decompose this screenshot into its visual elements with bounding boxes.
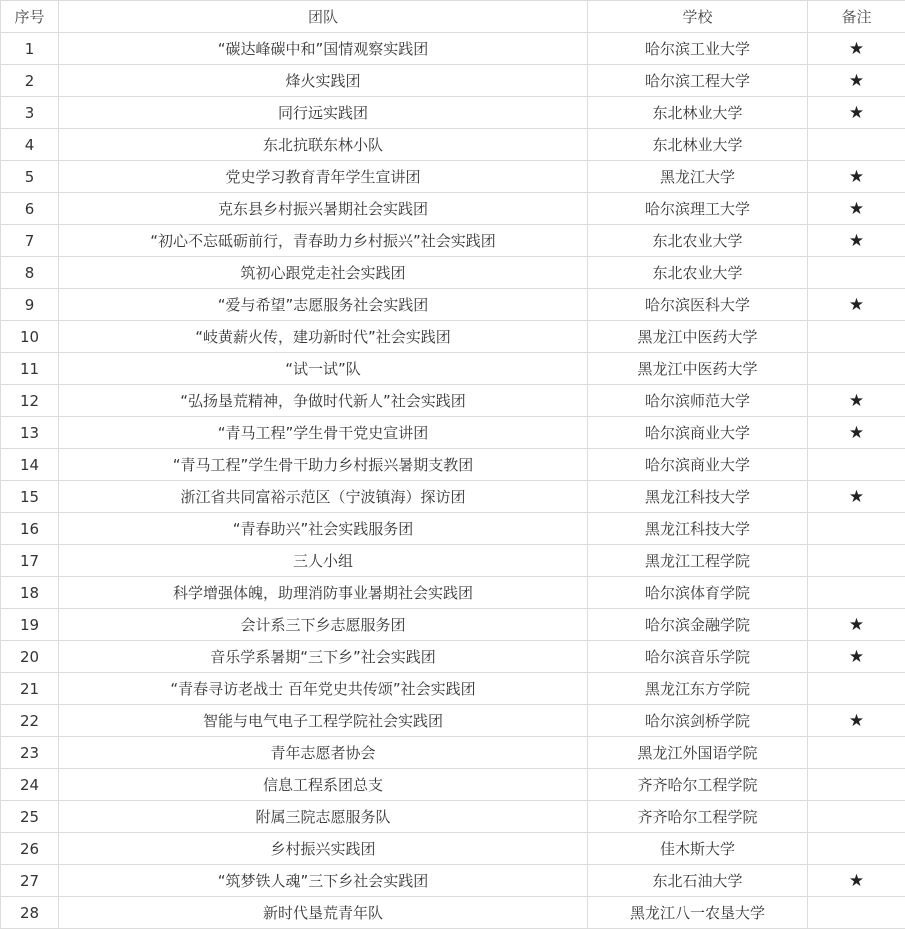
- cell-school: 东北林业大学: [588, 129, 808, 161]
- cell-note: ★: [808, 417, 905, 449]
- cell-index: 6: [1, 193, 59, 225]
- cell-note: ★: [808, 705, 905, 737]
- cell-note: [808, 769, 905, 801]
- table-row: [1, 97, 905, 129]
- cell-note: ★: [808, 609, 905, 641]
- cell-school: 齐齐哈尔工程学院: [588, 801, 808, 833]
- cell-team: 同行远实践团: [59, 97, 588, 129]
- cell-team: 乡村振兴实践团: [59, 833, 588, 865]
- cell-index: 28: [1, 897, 59, 929]
- cell-note: [808, 833, 905, 865]
- cell-school: 黑龙江大学: [588, 161, 808, 193]
- cell-note: ★: [808, 865, 905, 897]
- table-body: [1, 33, 905, 929]
- cell-school: 哈尔滨体育学院: [588, 577, 808, 609]
- table-row: [1, 481, 905, 513]
- header-row: [1, 1, 905, 33]
- cell-note: [808, 513, 905, 545]
- cell-note: ★: [808, 385, 905, 417]
- cell-index: 1: [1, 33, 59, 65]
- cell-school: 哈尔滨工程大学: [588, 65, 808, 97]
- cell-school: 黑龙江科技大学: [588, 481, 808, 513]
- cell-index: 26: [1, 833, 59, 865]
- cell-index: 13: [1, 417, 59, 449]
- cell-team: 筑初心跟党走社会实践团: [59, 257, 588, 289]
- cell-index: 5: [1, 161, 59, 193]
- cell-index: 24: [1, 769, 59, 801]
- cell-school: 哈尔滨商业大学: [588, 417, 808, 449]
- cell-team: “青春寻访老战士 百年党史共传颂”社会实践团: [59, 673, 588, 705]
- cell-team: 浙江省共同富裕示范区（宁波镇海）探访团: [59, 481, 588, 513]
- table-row: [1, 897, 905, 929]
- cell-school: 东北林业大学: [588, 97, 808, 129]
- cell-team: “岐黄薪火传，建功新时代”社会实践团: [59, 321, 588, 353]
- table-row: [1, 545, 905, 577]
- cell-note: [808, 577, 905, 609]
- table-row: [1, 641, 905, 673]
- cell-note: ★: [808, 193, 905, 225]
- cell-team: 东北抗联东林小队: [59, 129, 588, 161]
- table-row: [1, 385, 905, 417]
- table-row: [1, 449, 905, 481]
- cell-team: 克东县乡村振兴暑期社会实践团: [59, 193, 588, 225]
- cell-school: 黑龙江中医药大学: [588, 353, 808, 385]
- cell-team: “青马工程”学生骨干助力乡村振兴暑期支教团: [59, 449, 588, 481]
- cell-index: 19: [1, 609, 59, 641]
- cell-team: 烽火实践团: [59, 65, 588, 97]
- cell-index: 27: [1, 865, 59, 897]
- table-row: [1, 513, 905, 545]
- cell-index: 21: [1, 673, 59, 705]
- table-header: [1, 1, 905, 33]
- cell-note: [808, 801, 905, 833]
- table-row: [1, 33, 905, 65]
- cell-team: 新时代垦荒青年队: [59, 897, 588, 929]
- cell-index: 25: [1, 801, 59, 833]
- table-row: [1, 257, 905, 289]
- cell-school: 哈尔滨音乐学院: [588, 641, 808, 673]
- table-row: [1, 609, 905, 641]
- cell-school: 东北石油大学: [588, 865, 808, 897]
- cell-index: 23: [1, 737, 59, 769]
- cell-team: “青马工程”学生骨干党史宣讲团: [59, 417, 588, 449]
- cell-note: [808, 353, 905, 385]
- table-row: [1, 353, 905, 385]
- cell-note: ★: [808, 641, 905, 673]
- cell-school: 哈尔滨金融学院: [588, 609, 808, 641]
- cell-school: 齐齐哈尔工程学院: [588, 769, 808, 801]
- cell-note: [808, 545, 905, 577]
- cell-index: 15: [1, 481, 59, 513]
- cell-note: [808, 257, 905, 289]
- cell-team: “青春助兴”社会实践服务团: [59, 513, 588, 545]
- table-row: [1, 769, 905, 801]
- table-row: [1, 673, 905, 705]
- cell-school: 黑龙江八一农垦大学: [588, 897, 808, 929]
- cell-note: ★: [808, 161, 905, 193]
- cell-team: 青年志愿者协会: [59, 737, 588, 769]
- cell-team: “初心不忘砥砺前行，青春助力乡村振兴”社会实践团: [59, 225, 588, 257]
- cell-team: “筑梦铁人魂”三下乡社会实践团: [59, 865, 588, 897]
- cell-index: 4: [1, 129, 59, 161]
- cell-index: 9: [1, 289, 59, 321]
- table-row: [1, 193, 905, 225]
- table-row: [1, 321, 905, 353]
- table-row: [1, 417, 905, 449]
- table-row: [1, 705, 905, 737]
- cell-note: [808, 321, 905, 353]
- cell-note: ★: [808, 225, 905, 257]
- cell-school: 哈尔滨师范大学: [588, 385, 808, 417]
- cell-index: 8: [1, 257, 59, 289]
- cell-index: 3: [1, 97, 59, 129]
- cell-school: 黑龙江中医药大学: [588, 321, 808, 353]
- cell-index: 20: [1, 641, 59, 673]
- table-row: [1, 833, 905, 865]
- cell-team: “爱与希望”志愿服务社会实践团: [59, 289, 588, 321]
- cell-index: 16: [1, 513, 59, 545]
- cell-school: 黑龙江外国语学院: [588, 737, 808, 769]
- table-row: [1, 129, 905, 161]
- cell-index: 2: [1, 65, 59, 97]
- cell-note: [808, 737, 905, 769]
- cell-team: 附属三院志愿服务队: [59, 801, 588, 833]
- table-row: [1, 577, 905, 609]
- cell-index: 22: [1, 705, 59, 737]
- cell-index: 7: [1, 225, 59, 257]
- table-row: [1, 225, 905, 257]
- cell-note: ★: [808, 65, 905, 97]
- cell-team: 党史学习教育青年学生宣讲团: [59, 161, 588, 193]
- cell-index: 17: [1, 545, 59, 577]
- cell-note: [808, 449, 905, 481]
- table-row: [1, 289, 905, 321]
- cell-school: 黑龙江东方学院: [588, 673, 808, 705]
- cell-team: 科学增强体魄，助理消防事业暑期社会实践团: [59, 577, 588, 609]
- cell-school: 东北农业大学: [588, 225, 808, 257]
- cell-team: 智能与电气电子工程学院社会实践团: [59, 705, 588, 737]
- cell-note: [808, 897, 905, 929]
- cell-index: 10: [1, 321, 59, 353]
- cell-index: 18: [1, 577, 59, 609]
- cell-team: 音乐学系暑期“三下乡”社会实践团: [59, 641, 588, 673]
- cell-index: 12: [1, 385, 59, 417]
- header-index: 序号: [1, 1, 59, 33]
- cell-index: 11: [1, 353, 59, 385]
- header-team: 团队: [59, 1, 588, 33]
- cell-note: ★: [808, 97, 905, 129]
- cell-note: ★: [808, 33, 905, 65]
- cell-school: 佳木斯大学: [588, 833, 808, 865]
- cell-school: 哈尔滨工业大学: [588, 33, 808, 65]
- cell-note: [808, 673, 905, 705]
- cell-index: 14: [1, 449, 59, 481]
- cell-school: 哈尔滨商业大学: [588, 449, 808, 481]
- table-row: [1, 65, 905, 97]
- table-row: [1, 801, 905, 833]
- cell-team: “试一试”队: [59, 353, 588, 385]
- cell-team: 信息工程系团总支: [59, 769, 588, 801]
- cell-school: 东北农业大学: [588, 257, 808, 289]
- header-note: 备注: [808, 1, 905, 33]
- table-row: [1, 737, 905, 769]
- cell-school: 哈尔滨剑桥学院: [588, 705, 808, 737]
- table-row: [1, 161, 905, 193]
- cell-note: [808, 129, 905, 161]
- cell-team: 三人小组: [59, 545, 588, 577]
- cell-team: 会计系三下乡志愿服务团: [59, 609, 588, 641]
- cell-school: 黑龙江工程学院: [588, 545, 808, 577]
- table-row: [1, 865, 905, 897]
- cell-school: 黑龙江科技大学: [588, 513, 808, 545]
- cell-team: “碳达峰碳中和”国情观察实践团: [59, 33, 588, 65]
- cell-school: 哈尔滨医科大学: [588, 289, 808, 321]
- header-school: 学校: [588, 1, 808, 33]
- cell-team: “弘扬垦荒精神，争做时代新人”社会实践团: [59, 385, 588, 417]
- cell-note: ★: [808, 481, 905, 513]
- cell-note: ★: [808, 289, 905, 321]
- cell-school: 哈尔滨理工大学: [588, 193, 808, 225]
